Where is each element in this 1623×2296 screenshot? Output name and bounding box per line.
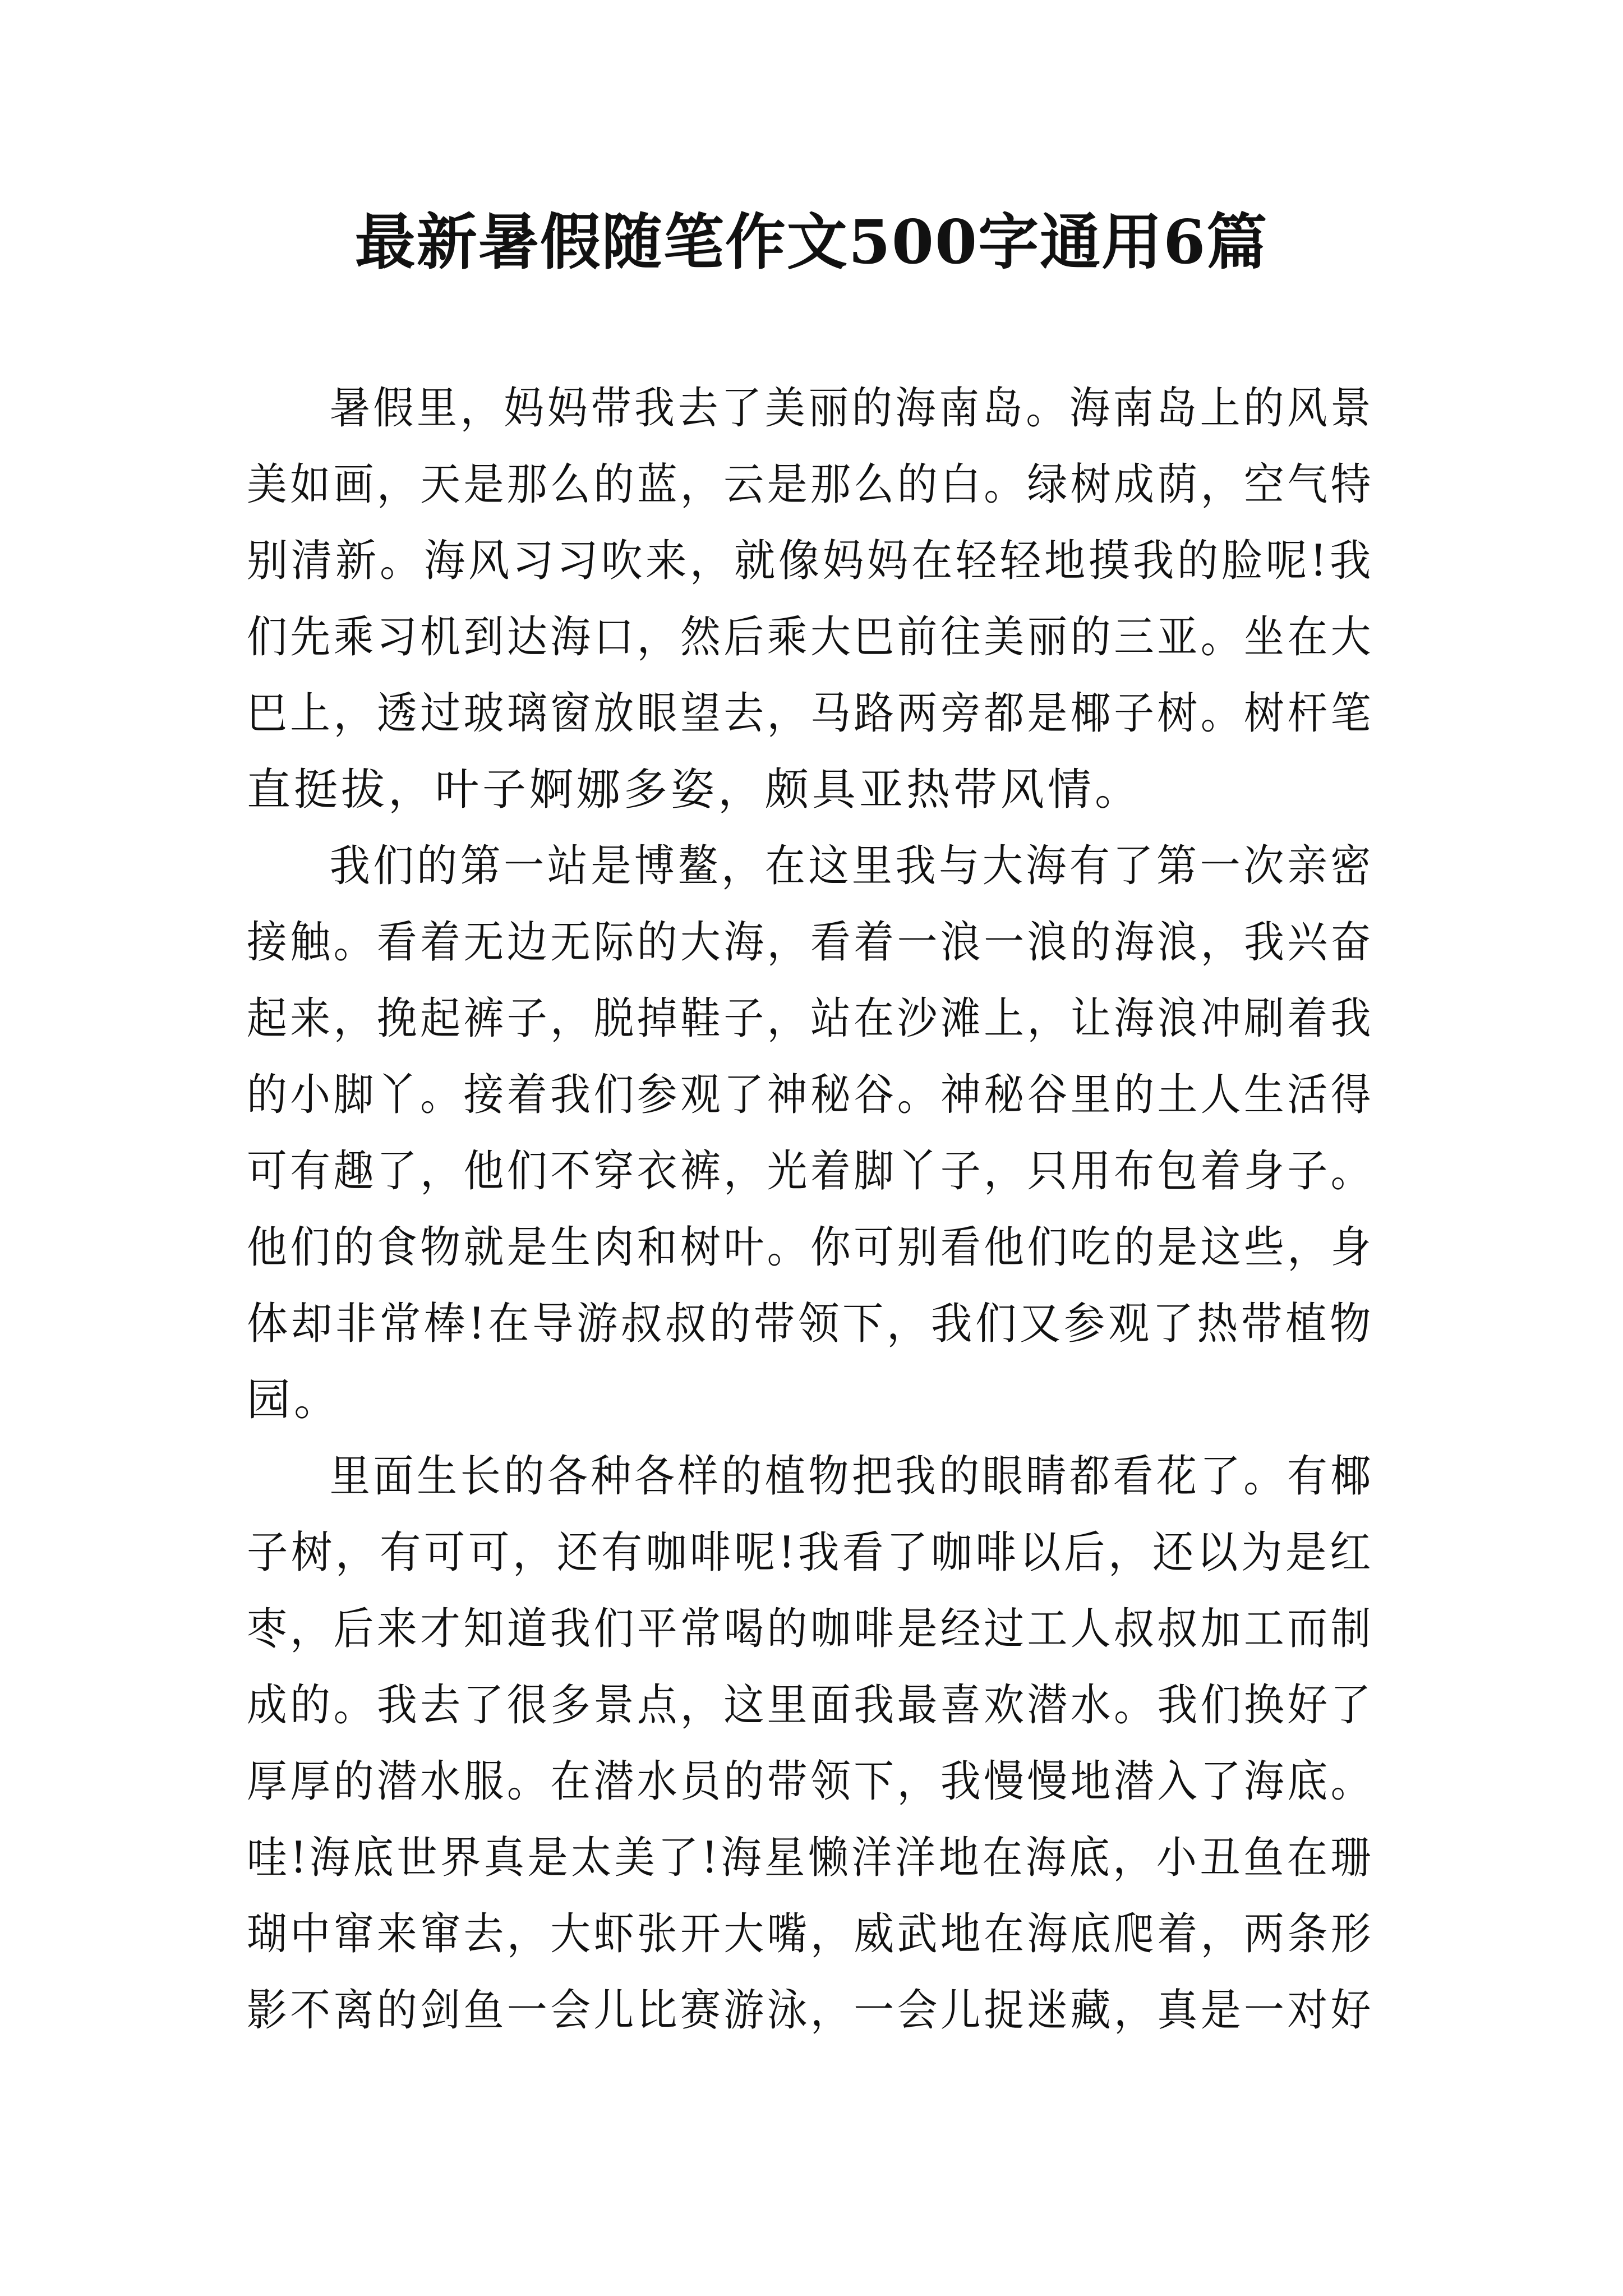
text-line: 我们的第一站是博鳌，在这里我与大海有了第一次亲密: [329, 841, 1374, 891]
text-line: 们先乘习机到达海口，然后乘大巴前往美丽的三亚。坐在大: [247, 612, 1374, 662]
text-line: 瑚中窜来窜去，大虾张开大嘴，威武地在海底爬着，两条形: [247, 1909, 1374, 1959]
text-line: 暑假里，妈妈带我去了美丽的海南岛。海南岛上的风景: [329, 383, 1374, 434]
text-line: 巴上，透过玻璃窗放眼望去，马路两旁都是椰子树。树杆笔: [247, 688, 1374, 739]
text-line: 美如画，天是那么的蓝，云是那么的白。绿树成荫，空气特: [247, 459, 1374, 510]
text-line: 直挺拔，叶子婀娜多姿，颇具亚热带风情。: [247, 765, 1142, 815]
text-line: 成的。我去了很多景点，这里面我最喜欢潜水。我们换好了: [247, 1680, 1374, 1731]
text-line: 可有趣了，他们不穿衣裤，光着脚丫子，只用布包着身子。: [247, 1146, 1374, 1197]
text-line: 枣，后来才知道我们平常喝的咖啡是经过工人叔叔加工而制: [247, 1604, 1374, 1654]
text-line: 子树，有可可，还有咖啡呢!我看了咖啡以后，还以为是红: [247, 1527, 1374, 1578]
text-line: 园。: [247, 1375, 342, 1425]
text-line: 别清新。海风习习吹来，就像妈妈在轻轻地摸我的脸呢!我: [247, 536, 1374, 586]
text-line: 里面生长的各种各样的植物把我的眼睛都看花了。有椰: [329, 1451, 1374, 1502]
page-title: 最新暑假随笔作文500字通用6篇: [354, 207, 1269, 278]
text-line: 的小脚丫。接着我们参观了神秘谷。神秘谷里的土人生活得: [247, 1070, 1374, 1120]
text-line: 他们的食物就是生肉和树叶。你可别看他们吃的是这些，身: [247, 1222, 1374, 1273]
text-line: 影不离的剑鱼一会儿比赛游泳，一会儿捉迷藏，真是一对好: [247, 1985, 1374, 2036]
text-line: 体却非常棒!在导游叔叔的带领下，我们又参观了热带植物: [247, 1299, 1374, 1349]
article-body: [247, 370, 1374, 2049]
text-line: 厚厚的潜水服。在潜水员的带领下，我慢慢地潜入了海底。: [247, 1756, 1374, 1807]
text-line: 接触。看着无边无际的大海，看着一浪一浪的海浪，我兴奋: [247, 917, 1374, 968]
text-line: 哇!海底世界真是太美了!海星懒洋洋地在海底，小丑鱼在珊: [247, 1833, 1375, 1883]
text-line: 起来，挽起裤子，脱掉鞋子，站在沙滩上，让海浪冲刷着我: [247, 993, 1374, 1044]
